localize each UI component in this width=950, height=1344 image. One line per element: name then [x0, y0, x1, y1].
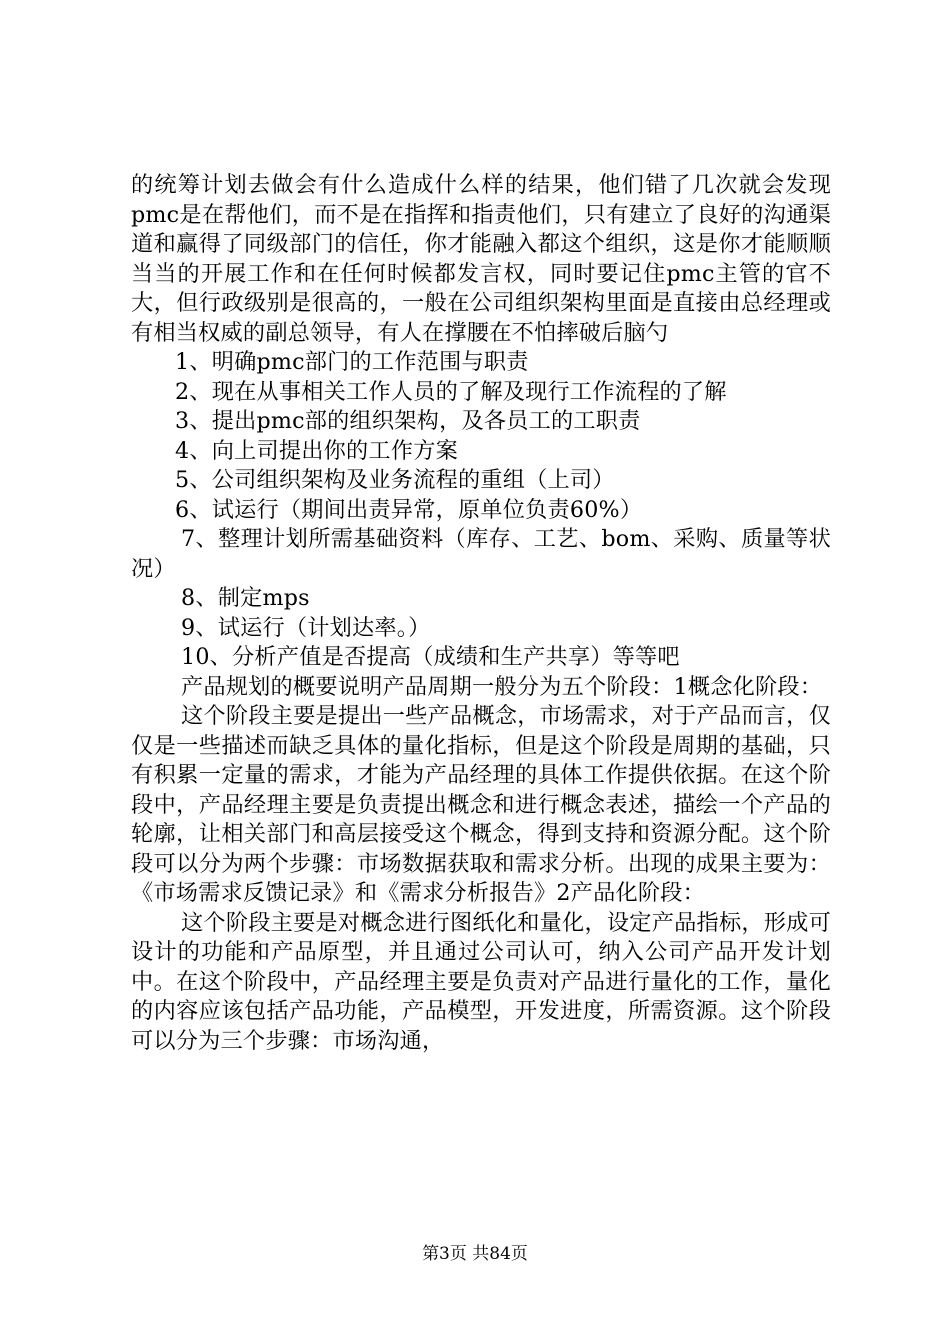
paragraph-concept-stage: 这个阶段主要是提出一些产品概念，市场需求，对于产品而言，仅仅是一些描述而缺乏具体的量化指标，但是这个阶段是周期的基础，只有积累一定量的需求，才能为产品经理的具体工作提供依据。在这个阶段中，产品经理主要是负责提出概念和进行概念表述，描绘一个产品的轮廓，让相关部门和高层接受这个概念，得到支持和资源分配。这个阶段可以分为两个步骤：市场数据获取和需求分析。出现的成果主要为：《市场需求反馈记录》和《需求分析报告》2产品化阶段：	[131, 703, 831, 906]
list-item-10: 10、分析产值是否提高（成绩和生产共享）等等吧	[181, 644, 680, 670]
list-item-4: 4、向上司提出你的工作方案	[175, 437, 458, 464]
document-body	[131, 171, 831, 1056]
paragraph-product-lifecycle: 产品规划的概要说明产品周期一般分为五个阶段：1概念化阶段：	[181, 673, 823, 700]
list-item-3: 3、提出pmc部的组织架构，及各员工的工职责	[175, 408, 641, 434]
page-footer: 第3页 共84页	[422, 1244, 528, 1264]
list-item-1: 1、明确pmc部门的工作范围与职责	[175, 349, 529, 375]
list-item-5: 5、公司组织架构及业务流程的重组（上司）	[175, 467, 615, 493]
list-item-2: 2、现在从事相关工作人员的了解及现行工作流程的了解	[175, 378, 727, 405]
list-item-6: 6、试运行（期间出责异常，原单位负责60%）	[175, 496, 643, 523]
list-item-9: 9、试运行（计划达率。）	[181, 614, 431, 641]
paragraph-pmc-intro: 的统筹计划去做会有什么造成什么样的结果，他们错了几次就会发现pmc是在帮他们，而不是在指挥和指责他们，只有建立了良好的沟通渠道和赢得了同级部门的信任，你才能融入都这个组织，这是你才能顺顺当当的开展工作和在任何时候都发言权，同时要记住pmc主管的官不大，但行政级别是很高的，一般在公司组织架构里面是直接由总经理或有相当权威的副总领导，有人在撑腰在不怕摔破后脑勺	[131, 172, 831, 346]
list-item-7: 7、整理计划所需基础资料（库存、工艺、bom、采购、质量等状况）	[131, 526, 831, 582]
list-item-8: 8、制定mps	[181, 585, 310, 611]
paragraph-product-stage: 这个阶段主要是对概念进行图纸化和量化，设定产品指标，形成可设计的功能和产品原型，并且通过公司认可，纳入公司产品开发计划中。在这个阶段中，产品经理主要是负责对产品进行量化的工作，量化的内容应该包括产品功能，产品模型，开发进度，所需资源。这个阶段可以分为三个步骤：市场沟通，	[131, 909, 831, 1054]
